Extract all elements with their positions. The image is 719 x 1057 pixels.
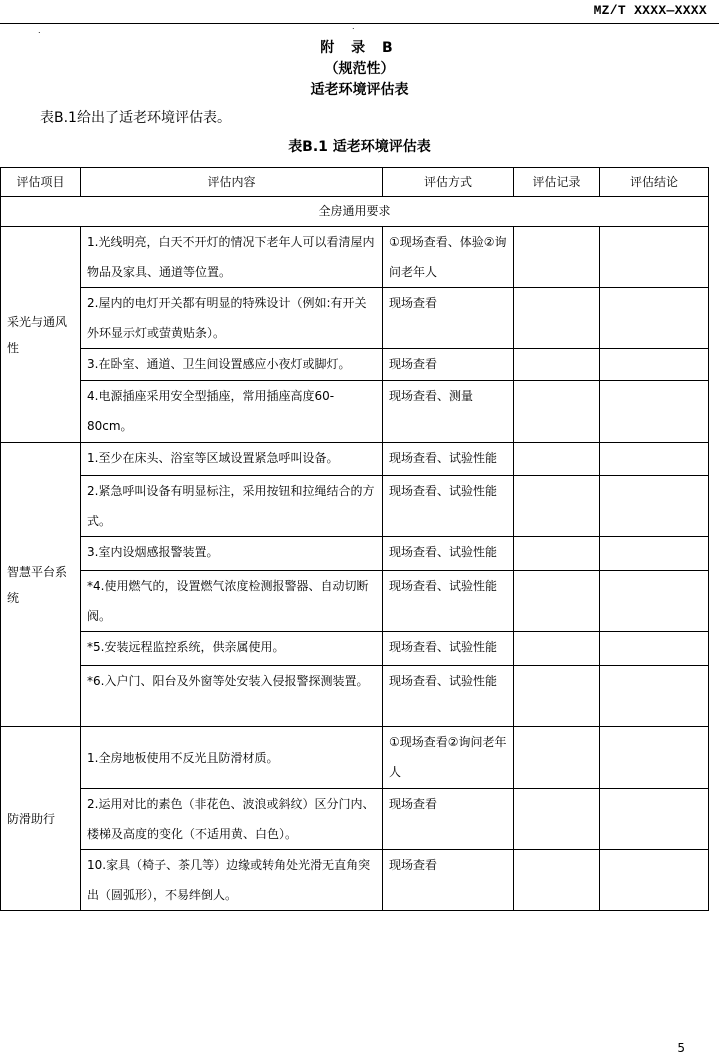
conclusion-cell[interactable]	[600, 381, 709, 443]
record-cell[interactable]	[514, 349, 600, 381]
method-cell: 现场查看、试验性能	[383, 476, 514, 537]
record-cell[interactable]	[514, 571, 600, 632]
record-cell[interactable]	[514, 227, 600, 288]
table-row	[1, 850, 709, 911]
section-row	[1, 197, 709, 227]
table-row	[1, 632, 709, 666]
table-row	[1, 537, 709, 571]
column-header: 评估项目	[1, 168, 81, 197]
category-cell: 智慧平台系统	[1, 443, 81, 727]
record-cell[interactable]	[514, 850, 600, 911]
table-row	[1, 349, 709, 381]
record-cell[interactable]	[514, 632, 600, 666]
table-row	[1, 789, 709, 850]
table-row	[1, 381, 709, 443]
conclusion-cell[interactable]	[600, 571, 709, 632]
table-row	[1, 443, 709, 476]
conclusion-cell[interactable]	[600, 666, 709, 727]
category-cell: 采光与通风性	[1, 227, 81, 443]
table-header-row	[1, 168, 709, 197]
content-cell: 2.运用对比的素色（非花色、波浪或斜纹）区分门内、楼梯及高度的变化（不适用黄、白色）。	[81, 789, 383, 850]
table-row	[1, 571, 709, 632]
record-cell[interactable]	[514, 727, 600, 789]
intro-text: 表B.1给出了适老环境评估表。	[40, 110, 231, 126]
content-cell: 1.至少在床头、浴室等区域设置紧急呼叫设备。	[81, 443, 383, 476]
conclusion-cell[interactable]	[600, 727, 709, 789]
content-cell: 4.电源插座采用安全型插座，常用插座高度60-80cm。	[81, 381, 383, 443]
method-cell: ①现场查看、体验②询问老年人	[383, 227, 514, 288]
method-cell: 现场查看	[383, 850, 514, 911]
content-cell: 1.全房地板使用不反光且防滑材质。	[81, 727, 383, 789]
content-cell: 1.光线明亮，白天不开灯的情况下老年人可以看清屋内物品及家具、通道等位置。	[81, 227, 383, 288]
conclusion-cell[interactable]	[600, 850, 709, 911]
page-number: 5	[677, 1041, 685, 1055]
dot-mark: .	[38, 26, 41, 35]
content-cell: 2.紧急呼叫设备有明显标注，采用按钮和拉绳结合的方式。	[81, 476, 383, 537]
appendix-type: （规范性）	[324, 61, 395, 77]
table-row	[1, 727, 709, 789]
method-cell: 现场查看、试验性能	[383, 632, 514, 666]
conclusion-cell[interactable]	[600, 227, 709, 288]
standard-code: MZ/T XXXX—XXXX	[593, 3, 707, 18]
table-row	[1, 476, 709, 537]
record-cell[interactable]	[514, 381, 600, 443]
table-row	[1, 666, 709, 727]
method-cell: 现场查看、试验性能	[383, 666, 514, 727]
method-cell: 现场查看、试验性能	[383, 537, 514, 571]
record-cell[interactable]	[514, 443, 600, 476]
column-header: 评估方式	[383, 168, 514, 197]
header-rule	[0, 23, 719, 24]
evaluation-table	[0, 167, 709, 911]
method-cell: 现场查看、测量	[383, 381, 514, 443]
method-cell: 现场查看	[383, 789, 514, 850]
table-row	[1, 227, 709, 288]
appendix-name: 适老环境评估表	[310, 82, 409, 98]
method-cell: ①现场查看②询问老年人	[383, 727, 514, 789]
conclusion-cell[interactable]	[600, 789, 709, 850]
conclusion-cell[interactable]	[600, 443, 709, 476]
appendix-title: 附 录 B	[320, 40, 399, 56]
dot-mark: .	[352, 22, 355, 31]
method-cell: 现场查看、试验性能	[383, 571, 514, 632]
method-cell: 现场查看、试验性能	[383, 443, 514, 476]
content-cell: 10.家具（椅子、茶几等）边缘或转角处光滑无直角突出（圆弧形），不易绊倒人。	[81, 850, 383, 911]
content-cell: *6.入户门、阳台及外窗等处安装入侵报警探测装置。	[81, 666, 383, 727]
content-cell: *5.安装远程监控系统，供亲属使用。	[81, 632, 383, 666]
conclusion-cell[interactable]	[600, 537, 709, 571]
section-label: 全房通用要求	[1, 197, 709, 227]
record-cell[interactable]	[514, 476, 600, 537]
content-cell: 3.室内设烟感报警装置。	[81, 537, 383, 571]
table-caption: 表B.1 适老环境评估表	[288, 139, 431, 155]
content-cell: 3.在卧室、通道、卫生间设置感应小夜灯或脚灯。	[81, 349, 383, 381]
column-header: 评估记录	[514, 168, 600, 197]
method-cell: 现场查看	[383, 288, 514, 349]
conclusion-cell[interactable]	[600, 349, 709, 381]
record-cell[interactable]	[514, 789, 600, 850]
record-cell[interactable]	[514, 666, 600, 727]
column-header: 评估内容	[81, 168, 383, 197]
conclusion-cell[interactable]	[600, 632, 709, 666]
category-cell: 防滑助行	[1, 727, 81, 911]
table-row	[1, 288, 709, 349]
content-cell: *4.使用燃气的，设置燃气浓度检测报警器、自动切断阀。	[81, 571, 383, 632]
record-cell[interactable]	[514, 288, 600, 349]
column-header: 评估结论	[600, 168, 709, 197]
method-cell: 现场查看	[383, 349, 514, 381]
conclusion-cell[interactable]	[600, 476, 709, 537]
conclusion-cell[interactable]	[600, 288, 709, 349]
record-cell[interactable]	[514, 537, 600, 571]
content-cell: 2.屋内的电灯开关都有明显的特殊设计（例如:有开关外环显示灯或萤黄贴条）。	[81, 288, 383, 349]
